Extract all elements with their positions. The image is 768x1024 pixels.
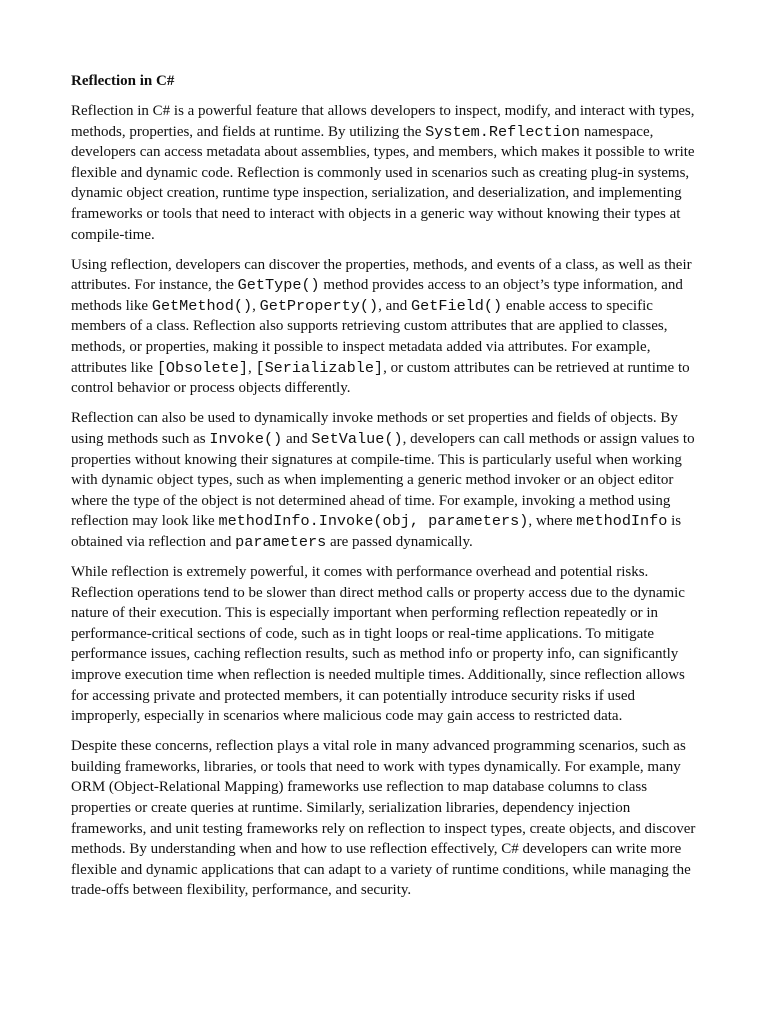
text-run: Using reflection, developers can discover the properties, methods, and events of a class, as well as their attributes. For instance, the	[71, 256, 692, 294]
inline-code: Invoke()	[209, 429, 283, 448]
text-run: , where	[528, 513, 577, 530]
inline-code: methodInfo.Invoke(obj, parameters)	[218, 512, 529, 531]
text-run: and	[282, 430, 312, 447]
paragraph-4	[71, 562, 697, 727]
document-page	[71, 70, 697, 910]
text-run: is obtained via reflection and	[71, 513, 682, 550]
document-body	[71, 101, 697, 901]
text-run: enable access to specific members of a class. Reflection also supports retrieving custom attributes that are applied to classes, methods, or properties, making it possible to inspect metadata added via attributes. For example, attributes like	[71, 297, 668, 376]
inline-code: GetField()	[411, 296, 503, 315]
text-run: Reflection can also be used to dynamically invoke methods or set properties and fields of objects. By using methods such as	[71, 410, 678, 447]
text-run: method provides access to an object’s type information, and methods like	[71, 277, 683, 314]
text-run: ,	[252, 297, 260, 314]
inline-code: parameters	[235, 532, 327, 551]
document-title: Reflection in C#	[71, 73, 175, 89]
paragraph-2	[71, 255, 697, 399]
inline-code: GetMethod()	[151, 296, 253, 315]
text-run: , and	[378, 297, 411, 314]
inline-code: GetType()	[237, 276, 320, 295]
inline-code: SetValue()	[311, 429, 403, 448]
text-run: are passed dynamically.	[326, 533, 473, 550]
inline-code: GetProperty()	[259, 296, 379, 315]
paragraph-1	[71, 101, 697, 245]
text-run: namespace, developers can access metadata about assemblies, types, and members, which makes it possible to write flexible and dynamic code. Reflection is commonly used in scenarios such as creating plug-in systems, dynamic object creation, runtime type inspection, serialization, and deserialization, and implementing frameworks or tools that need to interact with objects in a generic way without knowing their types at compile-time.	[71, 123, 695, 243]
paragraph-5	[71, 736, 697, 901]
paragraph-3	[71, 408, 697, 552]
text-run: ,	[247, 359, 256, 376]
text-run: , or custom attributes can be retrieved at runtime to control behavior or process objects differently.	[71, 359, 690, 397]
text-run: Despite these concerns, reflection plays a vital role in many advanced programming scenarios, such as building frameworks, libraries, or tools that need to work with types dynamically. For example, many ORM (Object-Relational Mapping) frameworks use reflection to map database columns to class properties or create queries at runtime. Similarly, serialization libraries, dependency injection frameworks, and unit testing frameworks rely on reflection to inspect types, create objects, and discover methods. By understanding when and how to use reflection effectively, C# developers can write more flexible and dynamic applications that can adapt to a variety of runtime conditions, while managing the trade-offs between flexibility, performance, and security.	[71, 738, 696, 899]
inline-code: [Serializable]	[255, 358, 384, 377]
inline-code: System.Reflection	[425, 122, 581, 141]
text-run: , developers can call methods or assign values to properties without knowing their signatures at compile-time. This is particularly useful when working with dynamic object types, such as when implementing a generic method invoker or an object editor where the type of the object is not determined ahead of time. For example, invoking a method using reflection may look like	[71, 430, 695, 530]
text-run: While reflection is extremely powerful, it comes with performance overhead and potential risks. Reflection operations tend to be slower than direct method calls or property access due to the dynamic nature of their execution. This is especially important when performing reflection repeatedly or in performance-critical sections of code, such as in tight loops or real-time applications. To mitigate performance issues, caching reflection results, such as method info or property info, can significantly improve execution time when reflection is needed multiple times. Additionally, since reflection allows for accessing private and protected members, it can potentially introduce security risks if used improperly, especially in scenarios where malicious code may gain access to restricted data.	[71, 563, 685, 725]
inline-code: [Obsolete]	[156, 358, 248, 377]
inline-code: methodInfo	[576, 512, 668, 531]
text-run: Reflection in C# is a powerful feature that allows developers to inspect, modify, and interact with types, methods, properties, and fields at runtime. By utilizing the	[71, 103, 695, 140]
